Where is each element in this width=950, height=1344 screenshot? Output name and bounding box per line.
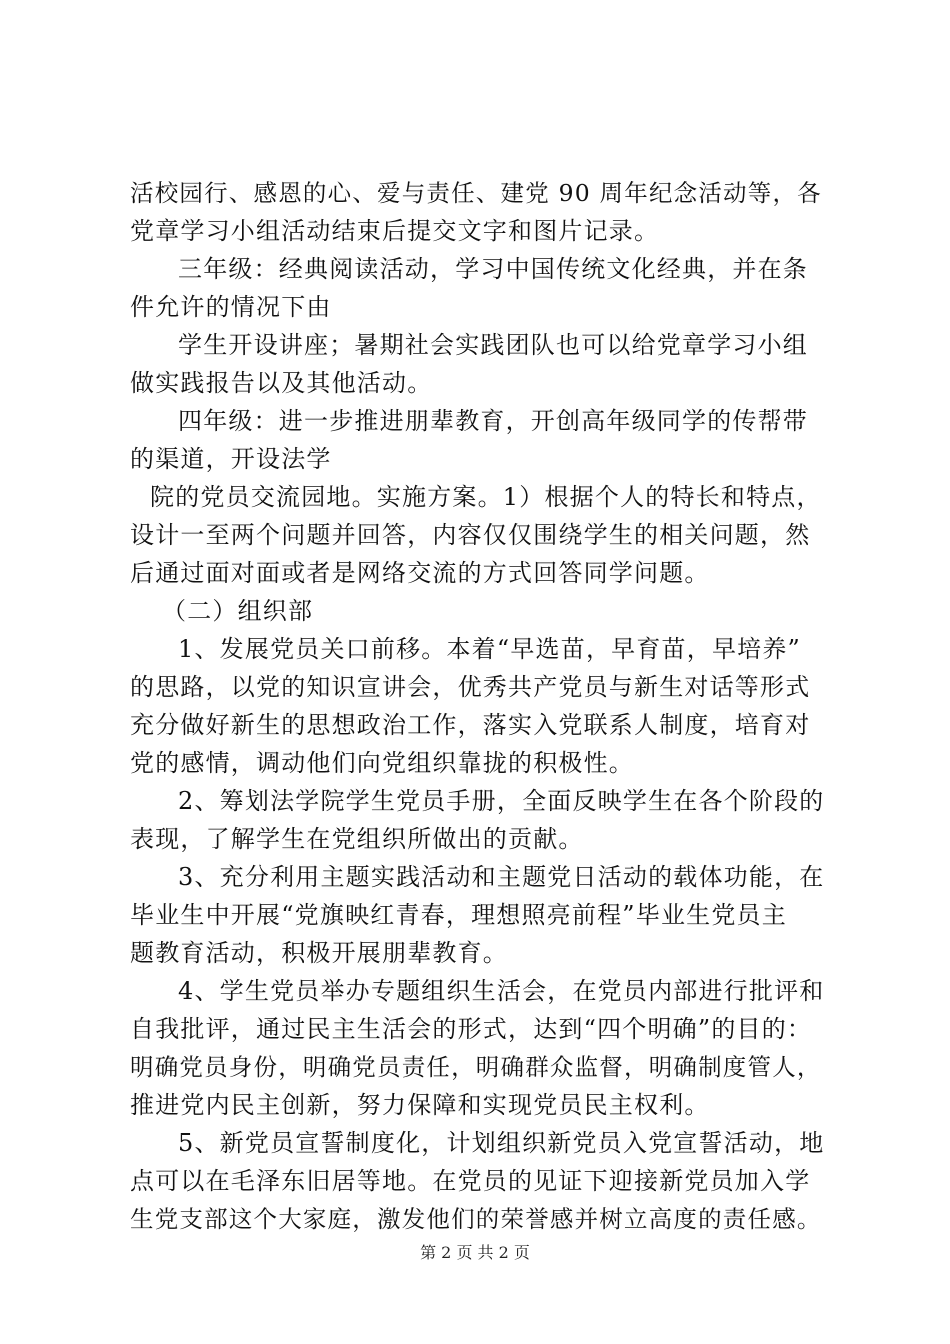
text-line: 三年级：经典阅读活动，学习中国传统文化经典，并在条 <box>178 255 808 283</box>
text-line: 活校园行、感恩的心、爱与责任、建党 90 周年纪念活动等，各 <box>130 179 822 207</box>
text-line: 毕业生中开展“党旗映红青春，理想照亮前程”毕业生党员主 <box>130 901 787 929</box>
text-line: 题教育活动，积极开展朋辈教育。 <box>130 939 508 967</box>
text-line: 设计一至两个问题并回答，内容仅仅围绕学生的相关问题，然 <box>130 521 811 549</box>
text-line: 院的党员交流园地。实施方案。1）根据个人的特长和特点， <box>150 483 822 511</box>
text-line: 党章学习小组活动结束后提交文字和图片记录。 <box>130 217 660 245</box>
page-number: 第 2 页 共 2 页 <box>420 1243 530 1262</box>
text-line: 的思路，以党的知识宣讲会，优秀共产党员与新生对话等形式 <box>130 673 811 701</box>
text-line: 的渠道，开设法学 <box>130 445 332 473</box>
text-line: 4、学生党员举办专题组织生活会，在党员内部进行批评和 <box>178 977 825 1005</box>
text-line: 件允许的情况下由 <box>130 293 332 321</box>
text-line: 推进党内民主创新，努力保障和实现党员民主权利。 <box>130 1091 710 1119</box>
text-line: 1、发展党员关口前移。本着“早选苗，早育苗，早培养” <box>178 635 802 663</box>
text-line: 3、充分利用主题实践活动和主题党日活动的载体功能，在 <box>178 863 825 891</box>
text-line: 学生开设讲座；暑期社会实践团队也可以给党章学习小组 <box>178 331 808 359</box>
text-line: 表现，了解学生在党组织所做出的贡献。 <box>130 825 584 853</box>
text-line: 2、筹划法学院学生党员手册，全面反映学生在各个阶段的 <box>178 787 825 815</box>
text-line: 自我批评，通过民主生活会的形式，达到“四个明确”的目的： <box>130 1015 813 1043</box>
text-line: 生党支部这个大家庭，激发他们的荣誉感并树立高度的责任感。 <box>130 1205 822 1233</box>
text-line: 党的感情，调动他们向党组织靠拢的积极性。 <box>130 749 634 777</box>
document-body <box>130 174 835 1238</box>
text-line: 做实践报告以及其他活动。 <box>130 369 433 397</box>
text-line: 点可以在毛泽东旧居等地。在党员的见证下迎接新党员加入学 <box>130 1167 811 1195</box>
section-heading: （二）组织部 <box>162 597 314 625</box>
text-line: 充分做好新生的思想政治工作，落实入党联系人制度，培育对 <box>130 711 811 739</box>
text-line: 四年级：进一步推进朋辈教育，开创高年级同学的传帮带 <box>178 407 808 435</box>
text-line: 后通过面对面或者是网络交流的方式回答同学问题。 <box>130 559 710 587</box>
text-line: 5、新党员宣誓制度化，计划组织新党员入党宣誓活动，地 <box>178 1129 825 1157</box>
text-line: 明确党员身份，明确党员责任，明确群众监督，明确制度管人， <box>130 1053 822 1081</box>
